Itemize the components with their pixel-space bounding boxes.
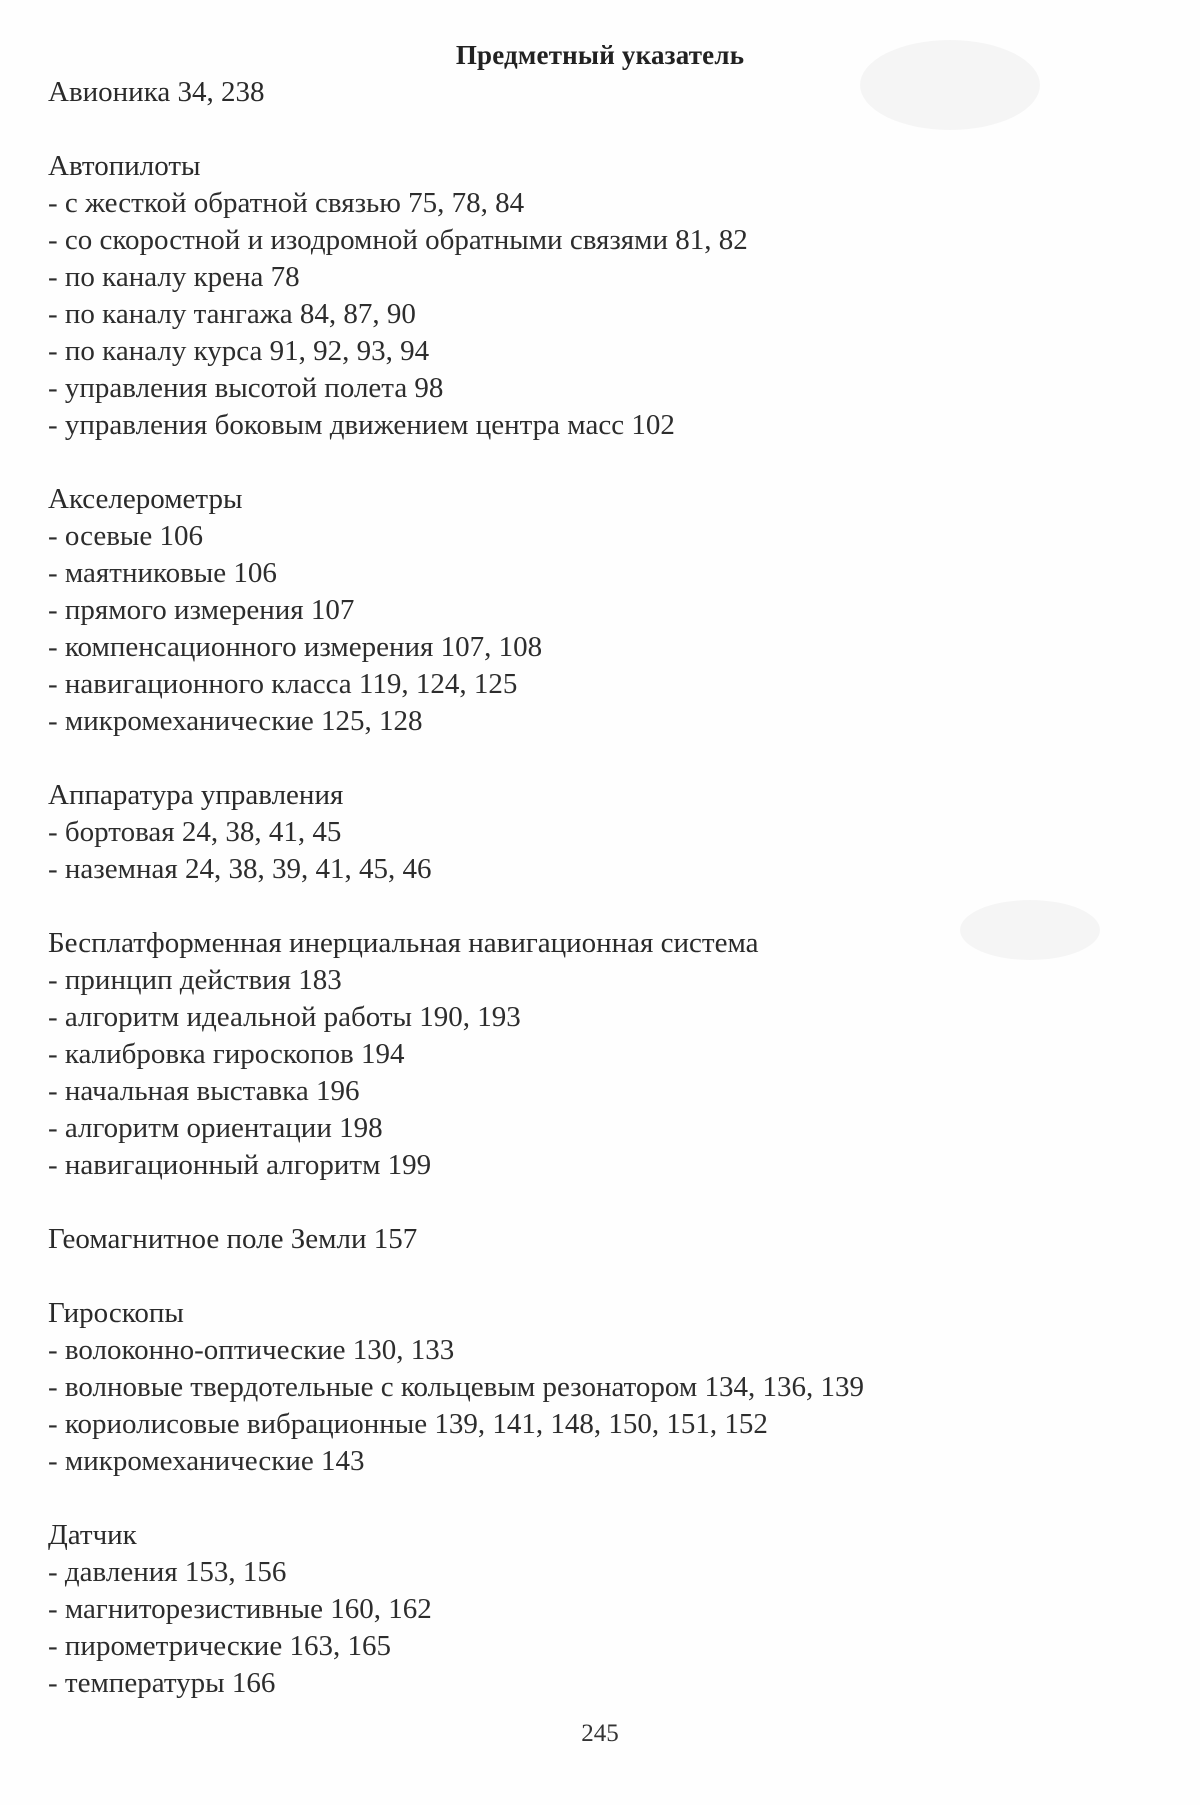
index-heading: Авионика 34, 238: [48, 76, 265, 108]
index-subentry: - управления боковым движением центра масс 102: [48, 409, 675, 441]
index-group-accelerometers: [48, 481, 1148, 740]
index-subentry: - микромеханические 143: [48, 1445, 365, 1477]
index-group-geomagnetic-field: [48, 1221, 1148, 1258]
index-subentry: - начальная выставка 196: [48, 1075, 360, 1107]
index-group-control-equipment: [48, 777, 1148, 888]
index-subentry: - наземная 24, 38, 39, 41, 45, 46: [48, 853, 432, 885]
page-number: 245: [581, 1720, 619, 1747]
index-heading: Автопилоты: [48, 150, 201, 182]
index-heading: Бесплатформенная инерциальная навигационная система: [48, 927, 759, 959]
index-group-gyroscopes: [48, 1295, 1148, 1480]
index-subentry: - навигационного класса 119, 124, 125: [48, 668, 518, 700]
index-subentry: - давления 153, 156: [48, 1556, 287, 1588]
index-heading: Геомагнитное поле Земли 157: [48, 1223, 418, 1255]
index-subentry: - с жесткой обратной связью 75, 78, 84: [48, 187, 525, 219]
subject-index: [48, 74, 1148, 1739]
index-subentry: - кориолисовые вибрационные 139, 141, 148, 150, 151, 152: [48, 1408, 768, 1440]
index-subentry: - алгоритм идеальной работы 190, 193: [48, 1001, 521, 1033]
index-heading: Гироскопы: [48, 1297, 184, 1329]
index-subentry: - по каналу крена 78: [48, 261, 300, 293]
index-subentry: - температуры 166: [48, 1667, 276, 1699]
index-heading: Аппаратура управления: [48, 779, 344, 811]
index-subentry: - алгоритм ориентации 198: [48, 1112, 383, 1144]
index-subentry: - принцип действия 183: [48, 964, 342, 996]
index-subentry: - управления высотой полета 98: [48, 372, 444, 404]
index-subentry: - осевые 106: [48, 520, 204, 552]
index-subentry: - прямого измерения 107: [48, 594, 355, 626]
index-subentry: - волновые твердотельные с кольцевым резонатором 134, 136, 139: [48, 1371, 864, 1403]
index-subentry: - по каналу курса 91, 92, 93, 94: [48, 335, 430, 367]
index-subentry: - пирометрические 163, 165: [48, 1630, 391, 1662]
index-subentry: - со скоростной и изодромной обратными связями 81, 82: [48, 224, 748, 256]
index-heading: Акселерометры: [48, 483, 243, 515]
index-subentry: - волоконно-оптические 130, 133: [48, 1334, 455, 1366]
index-subentry: - бортовая 24, 38, 41, 45: [48, 816, 342, 848]
index-subentry: - микромеханические 125, 128: [48, 705, 423, 737]
page-title: Предметный указатель: [455, 40, 745, 70]
index-group-strapdown-ins: [48, 925, 1148, 1184]
index-subentry: - калибровка гироскопов 194: [48, 1038, 405, 1070]
index-subentry: - компенсационного измерения 107, 108: [48, 631, 543, 663]
index-subentry: - по каналу тангажа 84, 87, 90: [48, 298, 416, 330]
index-group-autopilots: [48, 148, 1148, 444]
index-subentry: - магниторезистивные 160, 162: [48, 1593, 432, 1625]
index-heading: Датчик: [48, 1519, 137, 1551]
index-group-avionics: [48, 74, 1148, 111]
index-subentry: - маятниковые 106: [48, 557, 277, 589]
index-subentry: - навигационный алгоритм 199: [48, 1149, 432, 1181]
index-group-sensors: [48, 1517, 1148, 1702]
